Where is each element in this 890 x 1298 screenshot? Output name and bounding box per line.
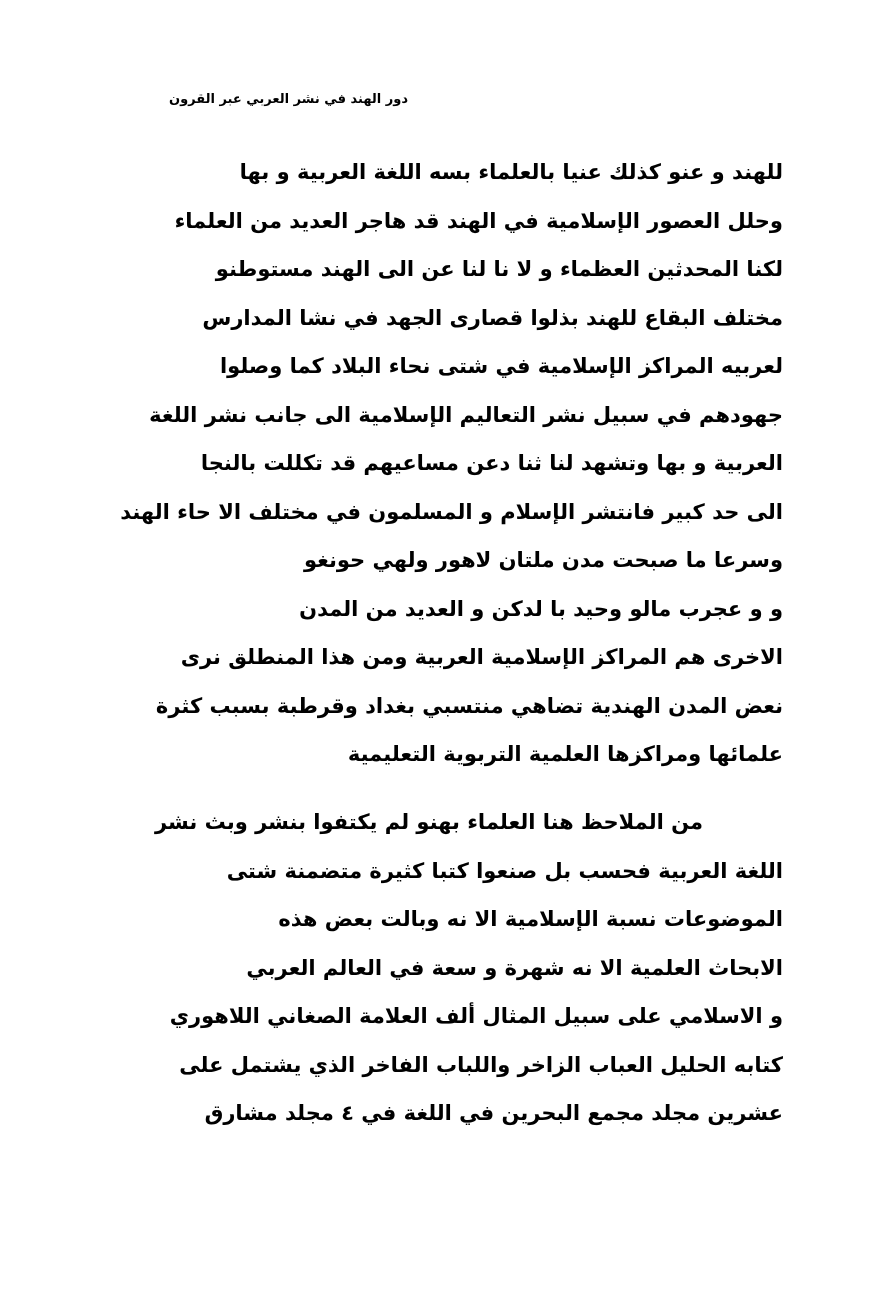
text-line: الى حد كبير فانتشر الإسلام و المسلمون في مختلف الا حاء الهند <box>120 499 783 524</box>
text-line: العربية و بها وتشهد لنا ثنا دعن مساعيهم قد تكللت بالنجا <box>200 451 783 475</box>
text-line: لعربيه المراكز الإسلامية في شتى نحاء البلاد كما وصلوا <box>219 354 783 378</box>
text-line: و الاسلامي على سبيل المثال ألف العلامة الصغاني اللاهوري <box>169 1004 783 1028</box>
text-line: و و عجرب مالو وحيد با لدكن و العديد من المدن <box>299 596 783 621</box>
text-line: جهودهم في سبيل نشر التعاليم الإسلامية الى جانب نشر اللغة <box>149 402 783 427</box>
paragraph-1 <box>118 148 783 779</box>
text-line: للهند و عنو كذلك عنيا بالعلماء بسه اللغة العربية و بها <box>239 160 783 184</box>
paragraph-2 <box>118 798 783 1138</box>
text-line: الابحاث العلمية الا نه شهرة و سعة في العالم العربي <box>246 955 783 980</box>
text-line: اللغة العربية فحسب بل صنعوا كتبا كثيرة متضمنة شتى <box>226 858 783 883</box>
text-line: كتابه الحليل العباب الزاخر واللباب الفاخر الذي يشتمل على <box>179 1052 783 1077</box>
text-line: عشرين مجلد مجمع البحرين في اللغة في ٤ مجلد مشارق <box>204 1101 783 1125</box>
text-line: وحلل العصور الإسلامية في الهند قد هاجر العديد من العلماء <box>174 208 783 233</box>
text-line: مختلف البقاع للهند بذلوا قصارى الجهد في نشا المدارس <box>202 305 783 330</box>
text-line: الموضوعات نسبة الإسلامية الا نه وبالت بعض هذه <box>278 907 783 931</box>
running-header: دور الهند في نشر العربي عبر القرون <box>168 92 408 107</box>
text-line: من الملاحظ هنا العلماء بهنو لم يكتفوا بنشر وبث نشر <box>154 810 703 834</box>
text-line: لكنا المحدثين العظماء و لا نا لنا عن الى الهند مستوطنو <box>215 257 783 281</box>
text-line: الاخرى هم المراكز الإسلامية العربية ومن هذا المنطلق نرى <box>180 645 783 669</box>
text-line: علمائها ومراكزها العلمية التربوية التعليمية <box>347 742 783 766</box>
text-line: وسرعا ما صبحت مدن ملتان لاهور ولهي حونغو <box>303 548 783 572</box>
text-line: نعض المدن الهندية تضاهي منتسبي بغداد وقرطبة بسبب كثرة <box>155 693 783 718</box>
